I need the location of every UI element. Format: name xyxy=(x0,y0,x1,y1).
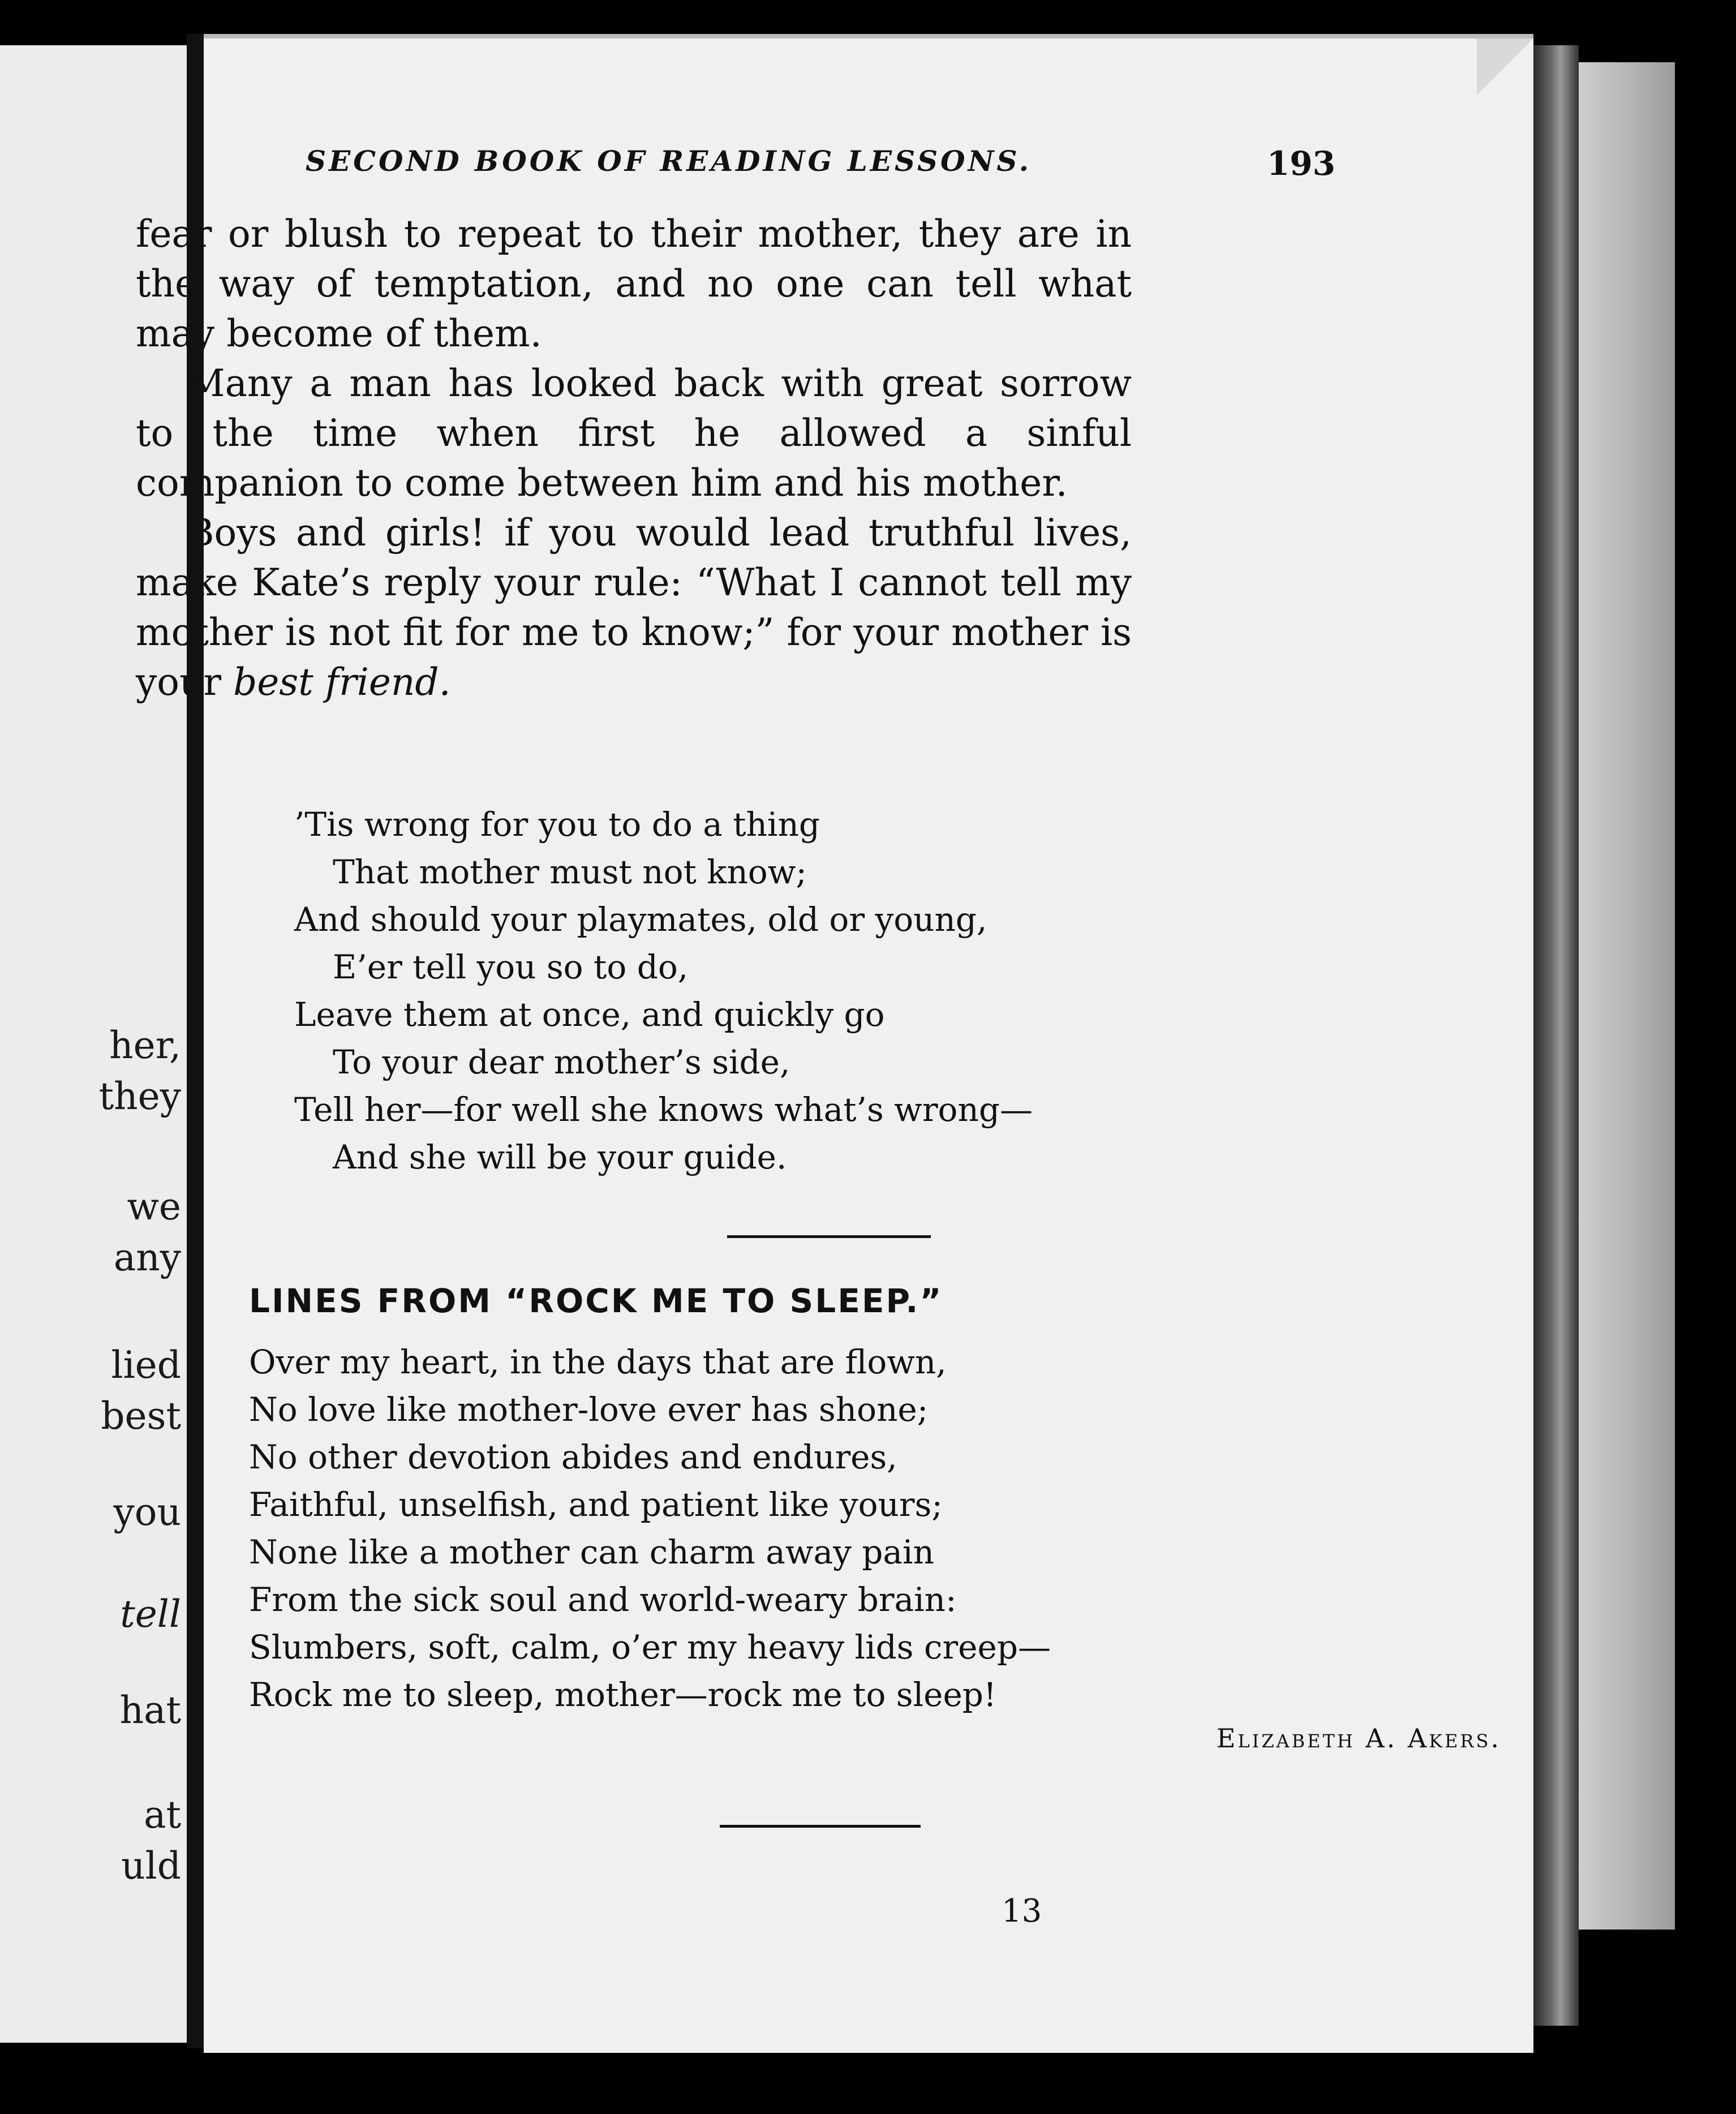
paragraph xyxy=(136,508,1132,707)
book-cover-edge xyxy=(1579,62,1675,1930)
poem-line: To your dear mother’s side, xyxy=(333,1043,790,1081)
signature-mark: 13 xyxy=(1002,1893,1042,1930)
poem-attribution: Elizabeth A. Akers. xyxy=(1216,1723,1501,1754)
prose-body xyxy=(136,209,1132,707)
page-edge-shadow xyxy=(1533,45,1579,2026)
poem-line: Slumbers, soft, calm, o’er my heavy lids creep— xyxy=(249,1628,1051,1666)
section-title: LINES FROM “ROCK ME TO SLEEP.” xyxy=(249,1282,943,1320)
poem-line: Rock me to sleep, mother—rock me to sleep! xyxy=(249,1675,997,1714)
emphasis-text: best friend. xyxy=(233,660,451,704)
poem-line: No other devotion abides and endures, xyxy=(249,1438,897,1476)
poem-verse xyxy=(294,801,1143,1181)
left-page-fragment: tell xyxy=(120,1592,181,1636)
section-divider xyxy=(720,1825,921,1828)
poem-line: From the sick soul and world-weary brain: xyxy=(249,1580,957,1619)
left-page-fragment: we xyxy=(127,1185,181,1228)
left-page-fragment: uld xyxy=(121,1844,181,1888)
poem-verse xyxy=(249,1338,1098,1718)
paragraph: Many a man has looked back with great sorrow to the time when first he allowed a sinful companion to come between him and his mother. xyxy=(136,362,1132,505)
running-title: SECOND BOOK OF READING LESSONS. xyxy=(306,144,1032,178)
poem-line: And should your playmates, old or young, xyxy=(294,900,987,939)
left-page-fragment: lied xyxy=(111,1343,181,1387)
page-header xyxy=(306,144,1335,195)
poem-line: No love like mother-love ever has shone; xyxy=(249,1390,929,1429)
left-page-fragment: hat xyxy=(119,1688,181,1732)
page-corner-fold xyxy=(1477,38,1533,95)
left-page-fragment: her, xyxy=(109,1024,181,1067)
section-divider xyxy=(727,1235,931,1238)
poem-line: None like a mother can charm away pain xyxy=(249,1533,934,1571)
left-page-fragment: you xyxy=(113,1490,181,1534)
left-page-fragment: at xyxy=(144,1793,181,1837)
poem-line: E’er tell you so to do, xyxy=(333,948,689,986)
poem-line: Over my heart, in the days that are flown, xyxy=(249,1343,947,1381)
left-page-fragment: they xyxy=(98,1075,181,1118)
paragraph: fear or blush to repeat to their mother, they are in the way of temptation, and no one can tell what may become of them. xyxy=(136,212,1132,355)
poem-line: And she will be your guide. xyxy=(333,1138,787,1176)
poem-line: Faithful, unselfish, and patient like yours; xyxy=(249,1485,943,1524)
left-page-fragment: any xyxy=(113,1236,181,1279)
poem-line: That mother must not know; xyxy=(333,853,807,891)
poem-line: Leave them at once, and quickly go xyxy=(294,995,885,1034)
poem-line: Tell her—for well she knows what’s wrong— xyxy=(294,1090,1033,1129)
page-number: 193 xyxy=(1266,144,1335,183)
poem-line: ’Tis wrong for you to do a thing xyxy=(294,805,820,844)
paragraph-text: Boys and girls! if you would lead truthful lives, make Kate’s reply your rule: “What I cannot tell my mother is not fit for me to know;” for your mother is your xyxy=(136,511,1132,704)
left-page-fragment: best xyxy=(101,1394,181,1438)
